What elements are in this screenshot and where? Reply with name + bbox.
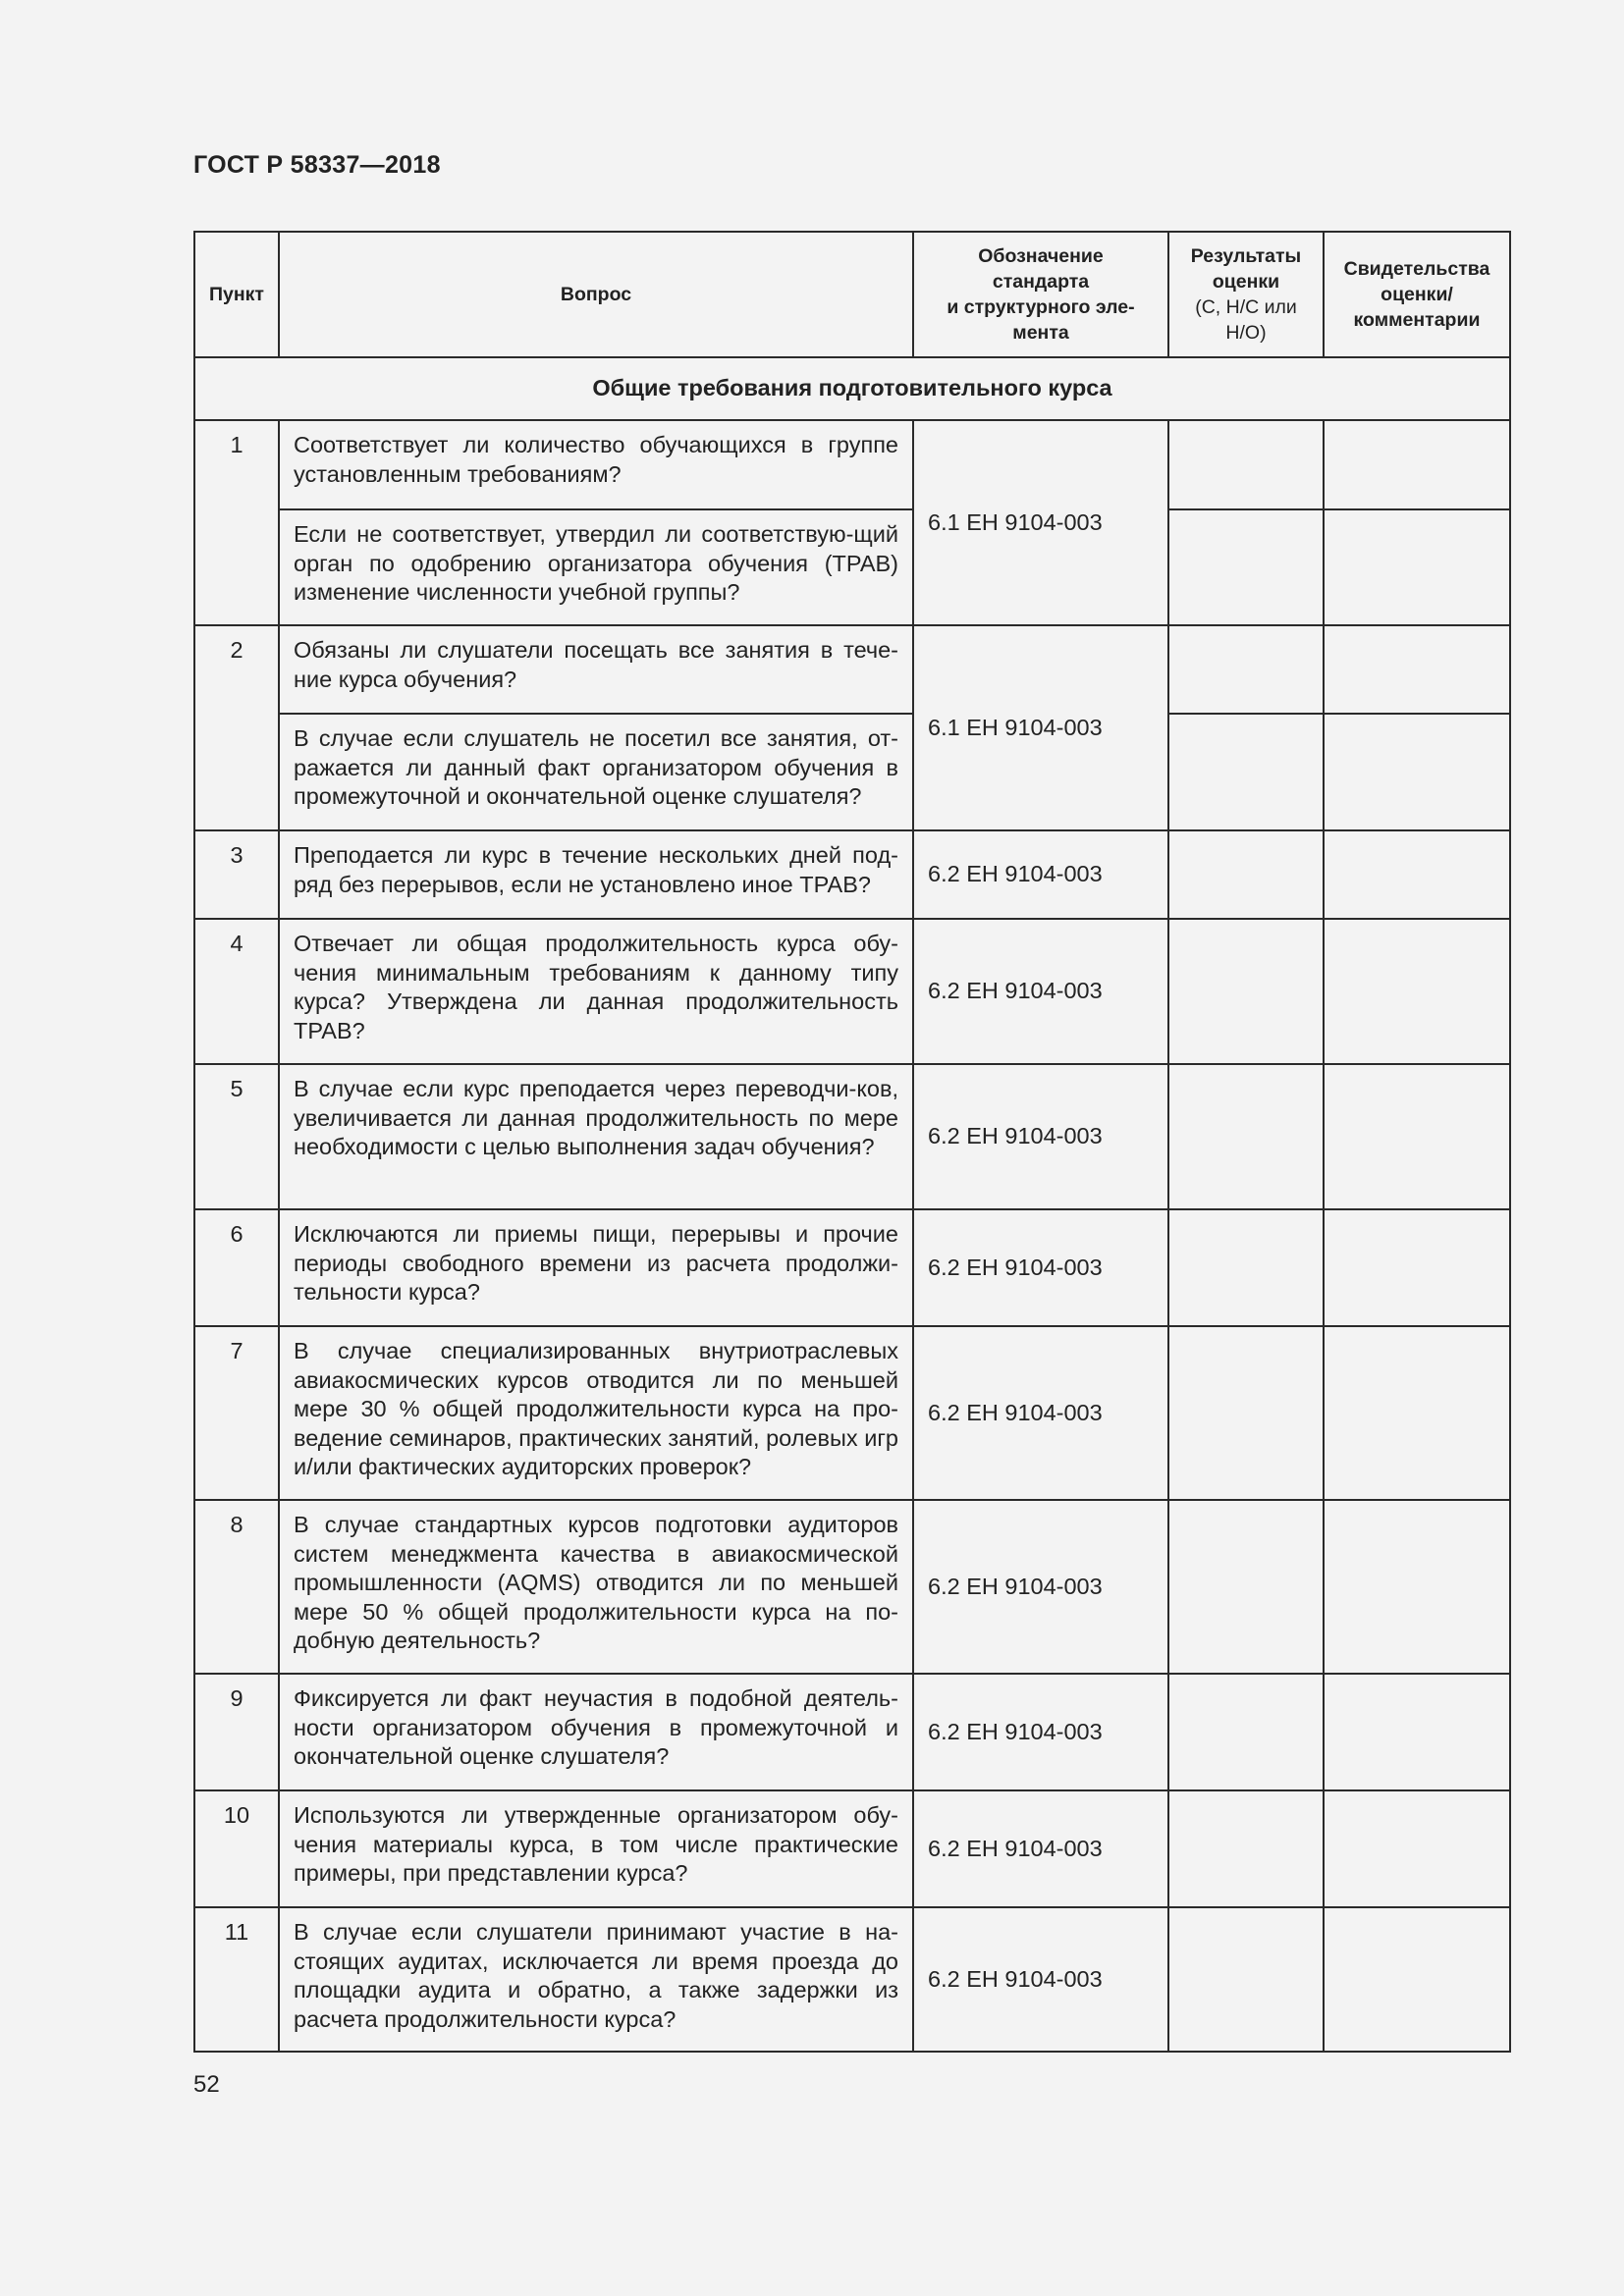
question-cell: В случае если слушатели принимают участие в на-стоящих аудитах, исключается ли время проезда до площадки аудита и обратно, а также задержки из расчета продолжительности курса? — [279, 1907, 913, 2052]
evidence-cell[interactable] — [1324, 1064, 1510, 1209]
question-cell: В случае специализированных внутриотраслевых авиакосмических курсов отводится ли по меньшей мере 30 % общей продолжительности курса на про-ведение семинаров, практических занятий, ролевых игр и/или фактических аудиторских проверок? — [279, 1326, 913, 1500]
result-cell[interactable] — [1168, 1326, 1324, 1500]
item-number: 8 — [194, 1500, 279, 1674]
result-cell[interactable] — [1168, 830, 1324, 919]
section-title: Общие требования подготовительного курса — [194, 357, 1510, 420]
table-row — [194, 1209, 1510, 1326]
standard-cell: 6.2 ЕН 9104-003 — [913, 1500, 1168, 1674]
item-number: 9 — [194, 1674, 279, 1790]
table-row — [194, 509, 1510, 625]
item-number: 10 — [194, 1790, 279, 1907]
column-header-standard-line4: мента — [1012, 322, 1069, 344]
question-cell: Фиксируется ли факт неучастия в подобной деятель-ности организатором обучения в промежуточной и окончательной оценке слушателя? — [279, 1674, 913, 1790]
table-row — [194, 625, 1510, 714]
column-header-standard-line1: Обозначение — [978, 245, 1104, 267]
column-header-evidence-line2: оценки/ — [1380, 284, 1453, 305]
column-header-question: Вопрос — [279, 232, 913, 357]
question-cell: Преподается ли курс в течение нескольких дней под-ряд без перерывов, если не установлено иное TPAB? — [279, 830, 913, 919]
table-row — [194, 1500, 1510, 1674]
question-cell: Обязаны ли слушатели посещать все занятия в тече-ние курса обучения? — [279, 625, 913, 714]
item-number: 7 — [194, 1326, 279, 1500]
evidence-cell[interactable] — [1324, 1326, 1510, 1500]
evidence-cell[interactable] — [1324, 919, 1510, 1064]
column-header-results — [1168, 232, 1324, 357]
question-cell: В случае стандартных курсов подготовки аудиторов систем менеджмента качества в авиакосмической промышленности (AQMS) отводится ли по меньшей мере 50 % общей продолжительности курса на по-добную деятельность? — [279, 1500, 913, 1674]
standard-cell: 6.2 ЕН 9104-003 — [913, 830, 1168, 919]
table-row — [194, 714, 1510, 830]
standard-cell: 6.2 ЕН 9104-003 — [913, 1790, 1168, 1907]
evidence-cell[interactable] — [1324, 714, 1510, 830]
table-row — [194, 420, 1510, 509]
table-row — [194, 1790, 1510, 1907]
standard-cell: 6.2 ЕН 9104-003 — [913, 1064, 1168, 1209]
question-cell: В случае если слушатель не посетил все занятия, от-ражается ли данный факт организатором обучения в промежуточной и окончательной оценке слушателя? — [279, 714, 913, 830]
item-number: 2 — [194, 625, 279, 830]
question-cell: Отвечает ли общая продолжительность курса обу-чения минимальным требованиям к данному типу курса? Утверждена ли данная продолжительность TPAB? — [279, 919, 913, 1064]
result-cell[interactable] — [1168, 1500, 1324, 1674]
result-cell[interactable] — [1168, 420, 1324, 509]
standard-cell: 6.2 ЕН 9104-003 — [913, 1209, 1168, 1326]
column-header-results-line3: (С, Н/С или — [1195, 296, 1297, 318]
result-cell[interactable] — [1168, 1064, 1324, 1209]
result-cell[interactable] — [1168, 625, 1324, 714]
standard-cell: 6.1 ЕН 9104-003 — [913, 625, 1168, 830]
page-number: 52 — [193, 2071, 220, 2098]
evidence-cell[interactable] — [1324, 1907, 1510, 2052]
item-number: 5 — [194, 1064, 279, 1209]
evidence-cell[interactable] — [1324, 625, 1510, 714]
column-header-standard-line2: стандарта — [992, 271, 1090, 293]
evidence-cell[interactable] — [1324, 1790, 1510, 1907]
evidence-cell[interactable] — [1324, 1500, 1510, 1674]
question-cell: Используются ли утвержденные организатором обу-чения материалы курса, в том числе практические примеры, при представлении курса? — [279, 1790, 913, 1907]
column-header-evidence — [1324, 232, 1510, 357]
evidence-cell[interactable] — [1324, 509, 1510, 625]
standard-cell: 6.2 ЕН 9104-003 — [913, 1907, 1168, 2052]
result-cell[interactable] — [1168, 714, 1324, 830]
table-row — [194, 1907, 1510, 2052]
item-number: 3 — [194, 830, 279, 919]
column-header-evidence-line3: комментарии — [1353, 309, 1481, 331]
column-header-item: Пункт — [194, 232, 279, 357]
result-cell[interactable] — [1168, 509, 1324, 625]
column-header-results-line4: Н/О) — [1225, 322, 1267, 344]
evidence-cell[interactable] — [1324, 420, 1510, 509]
result-cell[interactable] — [1168, 1674, 1324, 1790]
evidence-cell[interactable] — [1324, 1209, 1510, 1326]
standard-cell: 6.2 ЕН 9104-003 — [913, 1674, 1168, 1790]
table-row — [194, 1064, 1510, 1209]
table-header-row — [194, 232, 1510, 357]
question-cell: Если не соответствует, утвердил ли соответствую-щий орган по одобрению организатора обучения (TPAB) изменение численности учебной группы? — [279, 509, 913, 625]
question-cell: Исключаются ли приемы пищи, перерывы и прочие периоды свободного времени из расчета продолжи-тельности курса? — [279, 1209, 913, 1326]
evidence-cell[interactable] — [1324, 830, 1510, 919]
result-cell[interactable] — [1168, 1209, 1324, 1326]
section-row — [194, 357, 1510, 420]
result-cell[interactable] — [1168, 919, 1324, 1064]
table-row — [194, 1326, 1510, 1500]
column-header-results-line1: Результаты — [1190, 245, 1302, 267]
question-cell: В случае если курс преподается через переводчи-ков, увеличивается ли данная продолжительность по мере необходимости с целью выполнения задач обучения? — [279, 1064, 913, 1209]
item-number: 1 — [194, 420, 279, 625]
standard-cell: 6.2 ЕН 9104-003 — [913, 919, 1168, 1064]
standard-cell: 6.2 ЕН 9104-003 — [913, 1326, 1168, 1500]
result-cell[interactable] — [1168, 1907, 1324, 2052]
result-cell[interactable] — [1168, 1790, 1324, 1907]
table-row — [194, 919, 1510, 1064]
table-row — [194, 830, 1510, 919]
item-number: 4 — [194, 919, 279, 1064]
table-row — [194, 1674, 1510, 1790]
checklist-table — [193, 231, 1511, 2053]
question-cell: Соответствует ли количество обучающихся в группе установленным требованиям? — [279, 420, 913, 509]
column-header-results-line2: оценки — [1212, 271, 1280, 293]
column-header-standard — [913, 232, 1168, 357]
document-header: ГОСТ Р 58337—2018 — [193, 151, 441, 179]
column-header-standard-line3: и структурного эле- — [947, 296, 1135, 318]
evidence-cell[interactable] — [1324, 1674, 1510, 1790]
column-header-evidence-line1: Свидетельства — [1343, 258, 1490, 280]
item-number: 6 — [194, 1209, 279, 1326]
item-number: 11 — [194, 1907, 279, 2052]
standard-cell: 6.1 ЕН 9104-003 — [913, 420, 1168, 625]
